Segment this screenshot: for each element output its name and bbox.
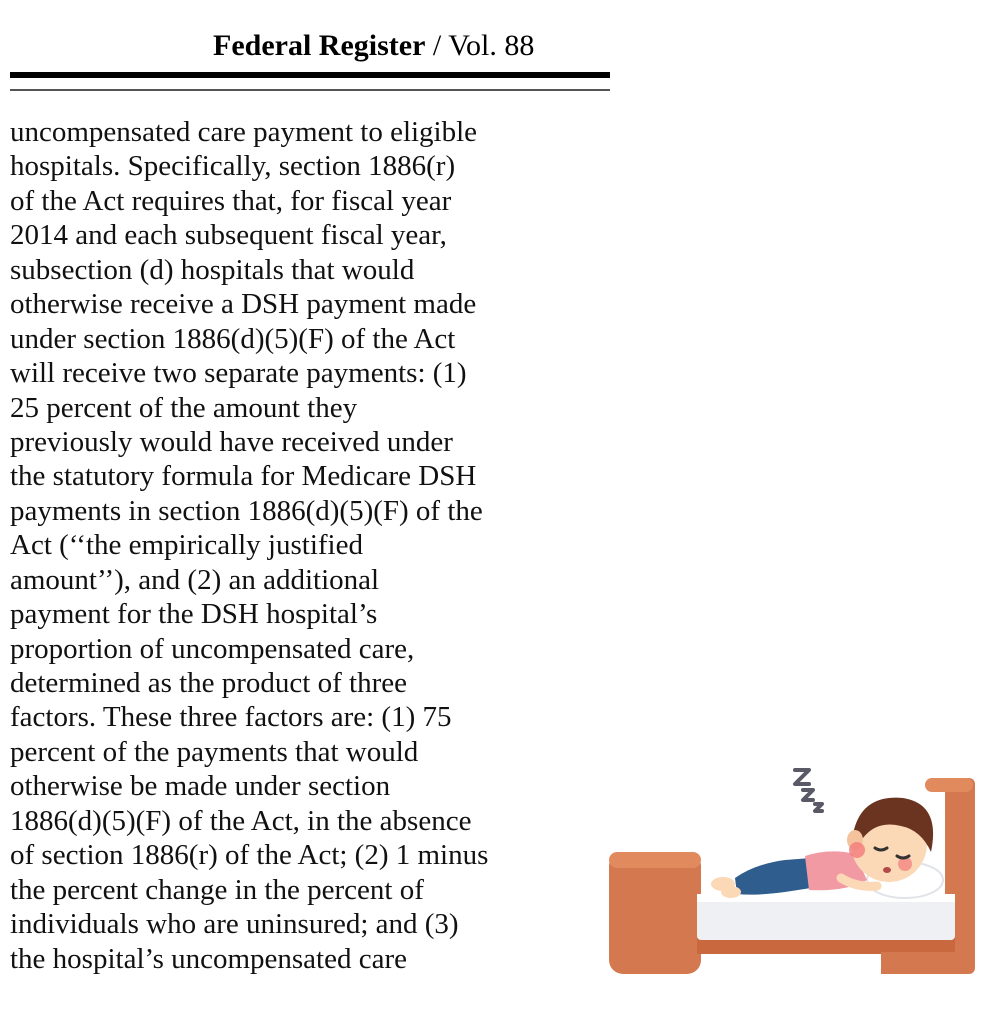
- text-line: the percent change in the percent of: [10, 873, 424, 906]
- header-rule-thick: [10, 72, 610, 78]
- text-line: uncompensated care payment to eligible: [10, 116, 478, 148]
- text-line: will receive two separate payments: (1): [10, 357, 467, 390]
- text-line: hospitals. Specifically, section 1886(r): [10, 150, 456, 183]
- masthead-text: [213, 28, 534, 64]
- text-line: of section 1886(r) of the Act; (2) 1 minus: [10, 839, 489, 872]
- volume-label: Vol. 88: [448, 29, 535, 62]
- text-line: 1886(d)(5)(F) of the Act, in the absence: [10, 804, 472, 837]
- text-line: payments in section 1886(d)(5)(F) of the: [10, 494, 483, 527]
- text-line: amount’’), and (2) an additional: [10, 563, 380, 596]
- text-line: of the Act requires that, for fiscal year: [10, 184, 452, 217]
- text-line: payment for the DSH hospital’s: [10, 598, 378, 631]
- text-line: factors. These three factors are: (1) 75: [10, 701, 452, 734]
- body-text-column: [10, 115, 610, 976]
- text-line: 2014 and each subsequent fiscal year,: [10, 219, 447, 252]
- text-line: determined as the product of three: [10, 667, 407, 699]
- text-line: percent of the payments that would: [10, 735, 419, 768]
- text-line: proportion of uncompensated care,: [10, 632, 415, 665]
- masthead-separator: /: [432, 29, 442, 62]
- masthead: [0, 20, 610, 72]
- text-line: the hospital’s uncompensated care: [10, 942, 408, 975]
- text-line: 25 percent of the amount they: [10, 391, 358, 424]
- text-line: individuals who are uninsured; and (3): [10, 908, 459, 941]
- publication-title: Federal Register: [213, 29, 426, 62]
- text-line: otherwise receive a DSH payment made: [10, 288, 477, 321]
- text-line: the statutory formula for Medicare DSH: [10, 460, 477, 493]
- zzz-icon: [795, 770, 822, 811]
- text-line: Act (‘‘the empirically justified: [10, 529, 363, 562]
- sleeping-child-in-bed-icon: [605, 760, 985, 980]
- header-rule-thin: [10, 89, 610, 91]
- text-line: otherwise be made under section: [10, 770, 391, 803]
- text-line: previously would have received under: [10, 425, 453, 458]
- text-line: subsection (d) hospitals that would: [10, 253, 415, 286]
- text-line: under section 1886(d)(5)(F) of the Act: [10, 322, 456, 355]
